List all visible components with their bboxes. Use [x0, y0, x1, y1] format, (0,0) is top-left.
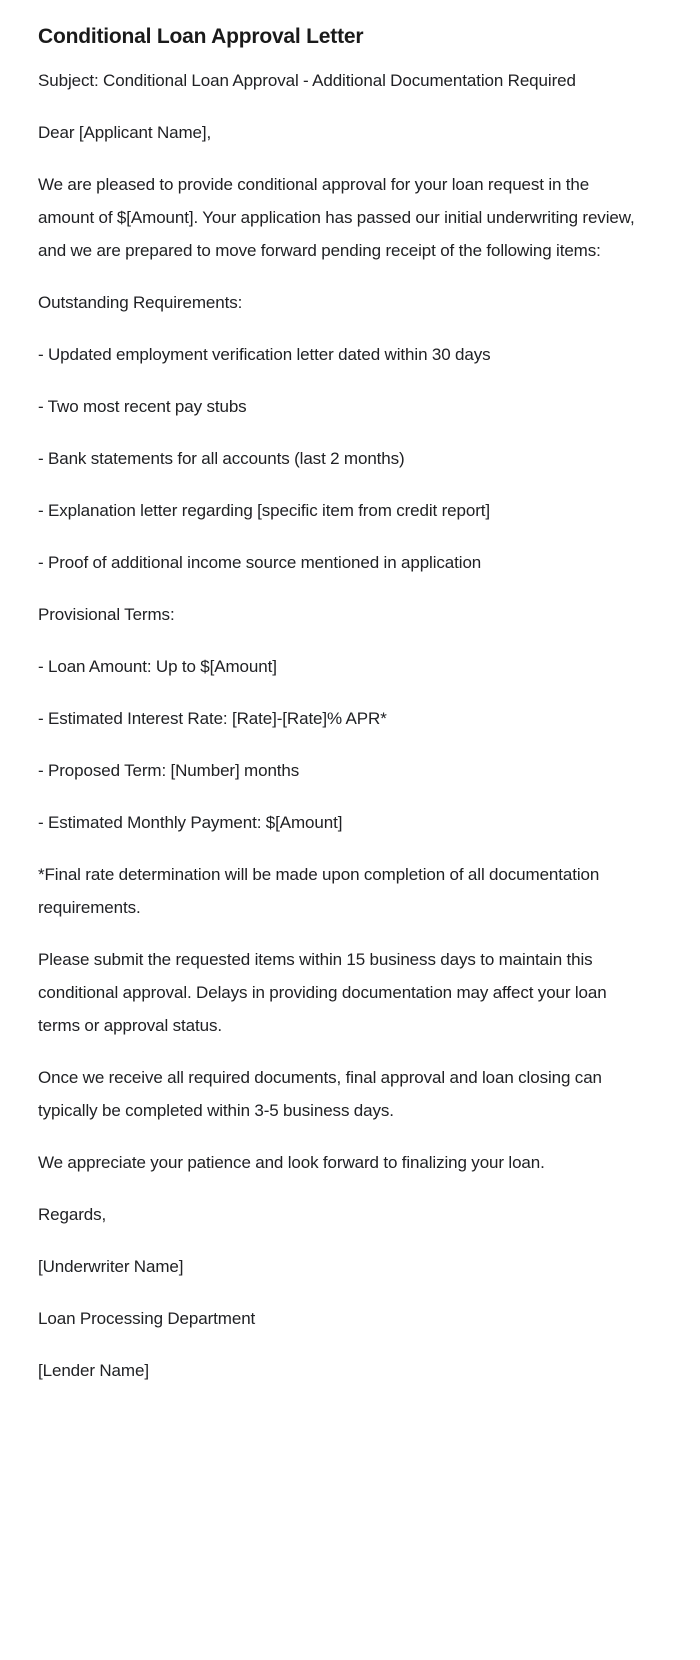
term-item: - Estimated Monthly Payment: $[Amount]	[38, 813, 343, 833]
appreciation-paragraph: We appreciate your patience and look forward to finalizing your loan.	[38, 1153, 545, 1173]
closing-timeline-paragraph: Once we receive all required documents, final approval and loan closing can typically be completed within 3-5 business days.	[38, 1068, 602, 1121]
requirement-item: - Two most recent pay stubs	[38, 397, 247, 417]
requirement-item: - Updated employment verification letter dated within 30 days	[38, 345, 491, 365]
term-item: - Proposed Term: [Number] months	[38, 761, 300, 781]
requirement-item: - Explanation letter regarding [specific item from credit report]	[38, 501, 491, 521]
intro-paragraph: We are pleased to provide conditional approval for your loan request in the amount of $[Amount]. Your application has passed our initial underwriting review, and we are prepared to move forward pending receipt of the following items:	[38, 175, 635, 261]
submission-deadline-paragraph: Please submit the requested items within 15 business days to maintain this conditional approval. Delays in providing documentation may affect your loan terms or approval status.	[38, 950, 607, 1036]
requirement-item: - Proof of additional income source mentioned in application	[38, 553, 482, 573]
outstanding-requirements-heading: Outstanding Requirements:	[38, 293, 243, 313]
provisional-terms-heading: Provisional Terms:	[38, 605, 175, 625]
salutation: Dear [Applicant Name],	[38, 123, 212, 143]
sign-off: Regards,	[38, 1205, 107, 1225]
department-name: Loan Processing Department	[38, 1309, 256, 1329]
lender-name: [Lender Name]	[38, 1361, 149, 1381]
rate-footnote: *Final rate determination will be made upon completion of all documentation requirements.	[38, 865, 600, 918]
page-title: Conditional Loan Approval Letter	[38, 25, 364, 48]
underwriter-name: [Underwriter Name]	[38, 1257, 184, 1277]
requirement-item: - Bank statements for all accounts (last 2 months)	[38, 449, 405, 469]
term-item: - Estimated Interest Rate: [Rate]-[Rate]% APR*	[38, 709, 387, 729]
subject-line: Subject: Conditional Loan Approval - Additional Documentation Required	[38, 71, 576, 91]
term-item: - Loan Amount: Up to $[Amount]	[38, 657, 277, 677]
